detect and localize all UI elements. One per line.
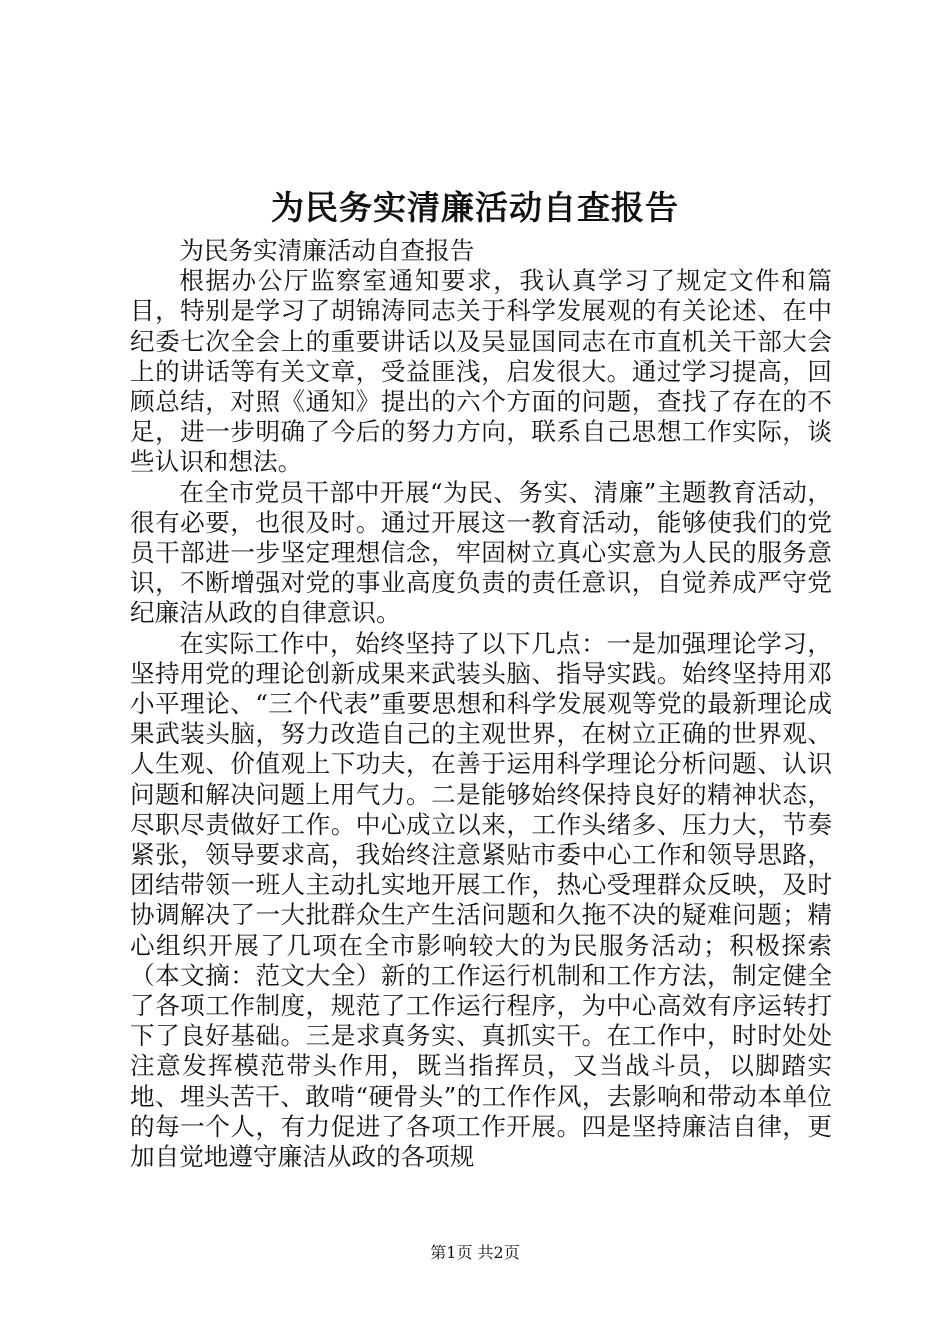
page-number-footer: 第1页 共2页 xyxy=(430,1243,520,1262)
paragraph-introduction: 根据办公厅监察室通知要求，我认真学习了规定文件和篇目，特别是学习了胡锦涛同志关于科学发展观的有关论述、在中纪委七次全会上的重要讲话以及吴显国同志在市直机关干部大会上的讲话等有关文章，受益匪浅，启发很大。通过学习提高，回顾总结，对照《通知》提出的六个方面的问题，查找了存在的不足，进一步明确了今后的努力方向，联系自己思想工作实际，谈些认识和想法。 xyxy=(130,266,832,477)
document-title: 为民务实清廉活动自查报告 xyxy=(271,188,679,227)
paragraph-subtitle: 为民务实清廉活动自查报告 xyxy=(179,236,475,265)
paragraph-work-practice: 在实际工作中，始终坚持了以下几点：一是加强理论学习，坚持用党的理论创新成果来武装头脑、指导实践。始终坚持用邓小平理论、“三个代表”重要思想和科学发展观等党的最新理论成果武装头脑，努力改造自己的主观世界，在树立正确的世界观、人生观、价值观上下功夫，在善于运用科学理论分析问题、认识问题和解决问题上用气力。二是能够始终保持良好的精神状态，尽职尽责做好工作。中心成立以来，工作头绪多、压力大，节奏紧张，领导要求高，我始终注意紧贴市委中心工作和领导思路，团结带领一班人主动扎实地开展工作，热心受理群众反映，及时协调解决了一大批群众生产生活问题和久拖不决的疑难问题；精心组织开展了几项在全市影响较大的为民服务活动；积极探索（本文摘：范文大全）新的工作运行机制和工作方法，制定健全了各项工作制度，规范了工作运行程序，为中心高效有序运转打下了良好基础。三是求真务实、真抓实干。在工作中，时时处处注意发挥模范带头作用，既当指挥员，又当战斗员，以脚踏实地、埋头苦干、敢啃“硬骨头”的工作作风，去影响和带动本单位的每一个人，有力促进了各项工作开展。四是坚持廉洁自律，更加自觉地遵守廉洁从政的各项规 xyxy=(130,628,832,1172)
paragraph-campaign-significance: 在全市党员干部中开展“为民、务实、清廉”主题教育活动，很有必要，也很及时。通过开展这一教育活动，能够使我们的党员干部进一步坚定理想信念，牢固树立真心实意为人民的服务意识，不断增强对党的事业高度负责的责任意识，自觉养成严守党纪廉洁从政的自律意识。 xyxy=(130,477,832,628)
document-body xyxy=(130,236,832,1172)
